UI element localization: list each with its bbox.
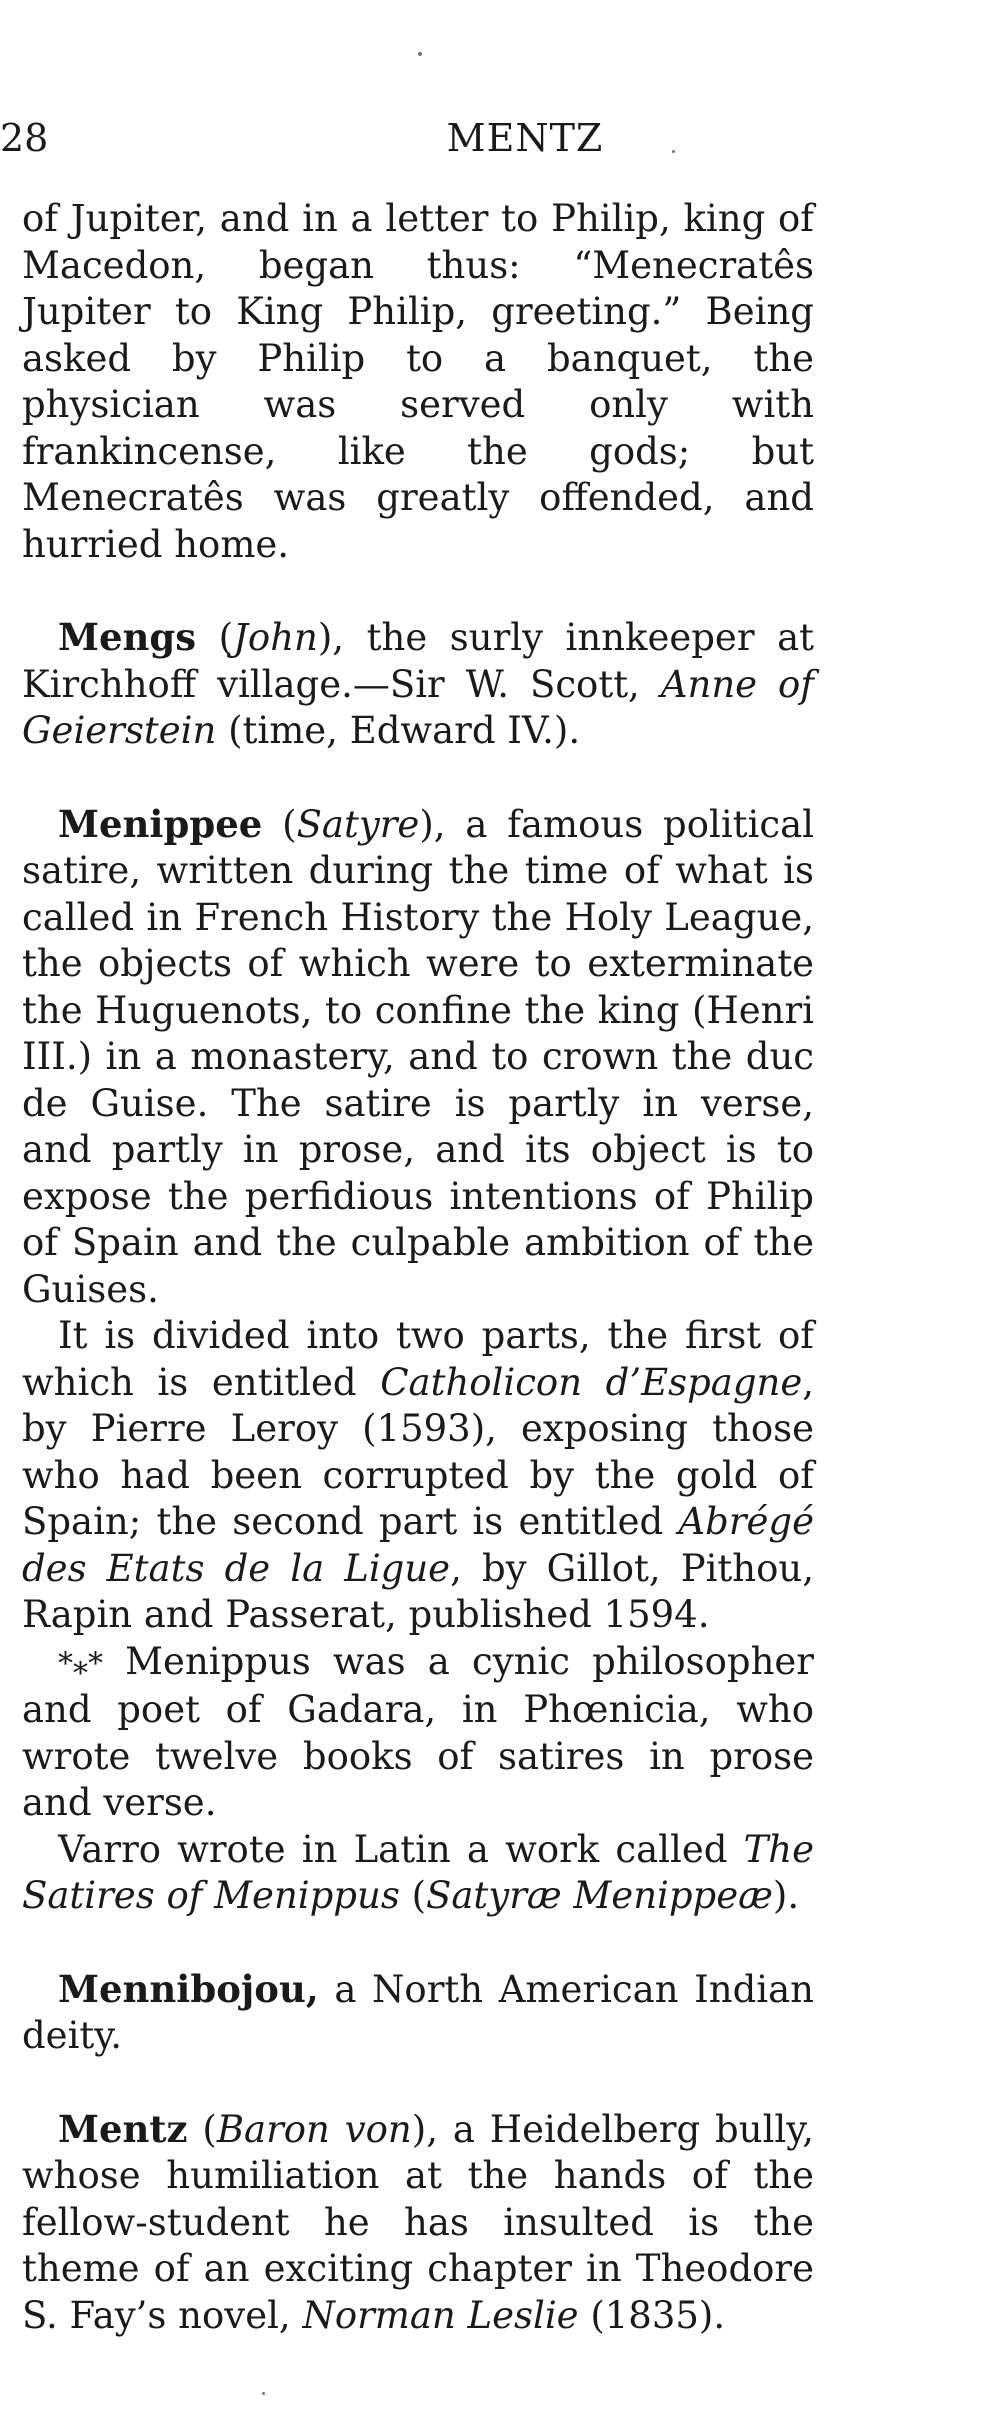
work-title: Abrégé des Etats de la Ligue [22,1500,814,1590]
entry-mennibojou [22,1966,814,2060]
entry-mengs: Mengs (John), the surly innkeeper at Kirchhoff village.—Sir W. Scott, Anne of Geierstein (time, Edward IV.). [22,615,815,752]
text-column [22,196,814,2339]
qualifier: John [233,616,318,659]
work-title: Catholicon d’Espagne [380,1360,803,1404]
entry-tail: (1835). [590,2293,726,2337]
entry-varro-note: Varro wrote in Latin a work called The Satires of Menippus (Satyræ Menippeæ). [22,1827,814,1918]
entry-text: a North American Indian deity. [22,1967,814,2058]
entry-tail: (time, Edward IV.). [228,709,581,752]
entry-text: Menippus was a cynic philosopher and poet of Gadara, in Phœnicia, who wrote twelve books of satires in prose and verse. [22,1639,814,1825]
headword: Menippee [58,801,263,846]
entry-text: Varro wrote in Latin a work called [58,1827,728,1871]
entry-text: a Heidelberg bully, whose humiliation at the hands of the fellow-student he has insulted is the theme of an exciting chapter in Theodore S. Fay’s novel, [22,2107,814,2337]
entry-text: a famous political satire, written during the time of what is called in French History the Holy League, the objects of which were to exterminate the Huguenots, to confine the king (Henri III.) in a monastery, and to crown the duc de Guise. The satire is partly in verse, and partly in prose, and its object is to expose the perfidious intentions of Philip of Spain and the culpable ambition of the Guises. [22,802,814,1311]
scan-speck [672,150,675,153]
headword: Mennibojou, [58,1966,319,2011]
entry-menippee-parts [22,1313,814,1639]
asterism: *⁎* [58,1645,103,1681]
entry-tail: ). [772,1874,800,1918]
entry-mentz: Mentz (Baron von), a Heidelberg bully, whose humiliation at the hands of the fellow-student he has insulted is the theme of an exciting chapter in Theodore S. Fay’s novel, Norman Leslie (1835). [22,2106,814,2337]
entry-text: It is divided into two parts, the first of which is entitled [22,1314,814,1404]
work-title-latin: Satyræ Menippeæ [426,1874,773,1918]
entry-menippee: Menippee (Satyre), a famous political satire, written during the time of what is called in French History the Holy League, the objects of which were to exterminate the Huguenots, to confine the king (Henri III.) in a monastery, and to crown the duc de Guise. The satire is partly in verse, and partly in prose, and its object is to expose the perfidious intentions of Philip of Spain and the culpable ambition of the Guises. [22,801,814,1311]
entry-continuation: of Jupiter, and in a letter to Philip, king of Macedon, began thus: “Menecratês Jupiter to King Philip, greeting.” Being asked by Philip to a banquet, the physician was served only with frankincense, like the gods; but Menecratês was greatly offended, and hurried home. [22,197,814,566]
running-head: MENTZ [446,116,604,160]
qualifier: Satyre [296,802,420,846]
headword: Mentz [58,2106,188,2151]
scan-speck [262,2392,265,2395]
entry-menippus-note [22,1639,814,1827]
entry-text: , by Pierre Leroy (1593), exposing those who had been corrupted by the gold of Spain; the second part is entitled [22,1360,814,1543]
page-number: 28 [0,116,49,160]
headword: Mengs [58,615,197,659]
scan-speck [418,52,422,56]
work-title: The Satires of Menippus [22,1827,814,1918]
qualifier: Baron von [216,2107,412,2151]
work-title: Norman Leslie [302,2293,579,2337]
entry-text: the surly innkeeper at Kirchhoff village.—Sir W. Scott, [22,616,814,706]
work-title: Anne of Geierstein [22,662,815,752]
entry-text: , by Gillot, Pithou, Rapin and Passerat, published 1594. [22,1546,814,1636]
